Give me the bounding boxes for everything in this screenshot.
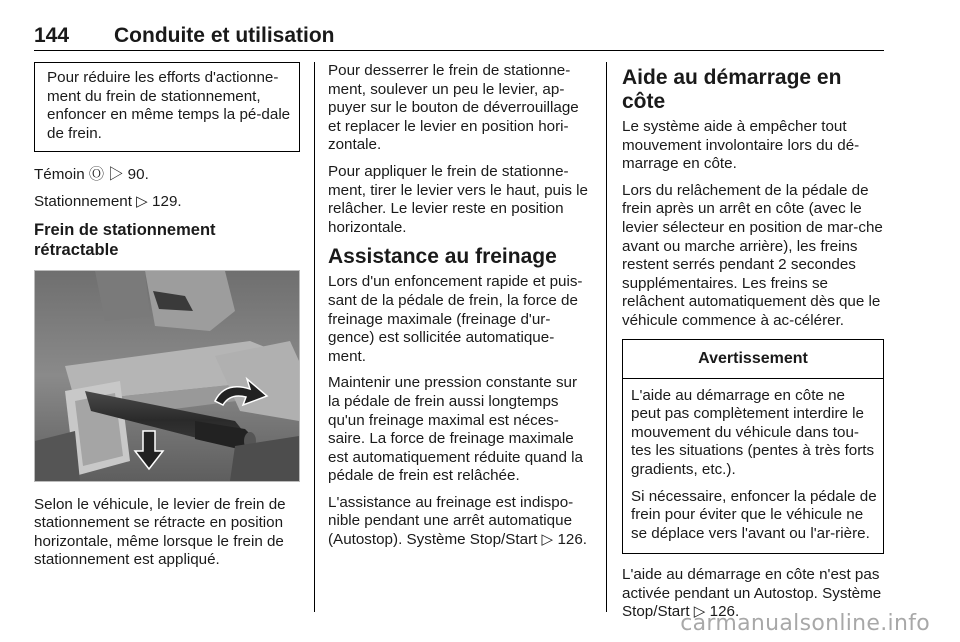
column-1 xyxy=(34,62,300,578)
warning-p1: L'aide au démarrage en côte ne peut pas complètement interdire le mouvement du véhicule dans tou-tes les situations (pentes à très forts gradients, etc.). xyxy=(631,386,875,478)
watermark: carmanualsonline.info xyxy=(680,611,930,636)
brake-assist-p3: L'assistance au freinage est indispo-nible pendant une arrêt automatique (Autostop). Système Stop/Start ▷ 126. xyxy=(328,493,588,549)
page-header xyxy=(34,24,335,48)
column-divider xyxy=(606,62,607,612)
warning-body xyxy=(623,379,883,554)
header-rule xyxy=(34,50,884,51)
note-box xyxy=(34,62,300,152)
ref-temoin[interactable]: Témoin Ⓞ ▷ 90. xyxy=(34,166,149,184)
page-number: 144 xyxy=(34,24,70,47)
column-3 xyxy=(622,62,884,630)
section-heading-brake-assist: Assistance au freinage xyxy=(328,245,557,269)
page-title: Conduite et utilisation xyxy=(114,24,335,47)
brake-assist-p1: Lors d'un enfoncement rapide et puis-sant de la pédale de frein, la force de freinage maximale (freinage d'ur-gence) est sollicitée automatique-ment. xyxy=(328,273,583,365)
warning-p2: Si nécessaire, enfoncer la pédale de frein pour éviter que le véhicule ne se déplace vers l'avant ou l'ar-rière. xyxy=(631,487,877,542)
release-instructions: Pour desserrer le frein de stationne-ment, soulever un peu le levier, ap-puyer sur le bouton de déverrouillage et replacer le levier en position hori-zontale. xyxy=(328,62,579,154)
subheading: Frein de stationnement rétractable xyxy=(34,220,216,259)
warning-box xyxy=(622,339,884,555)
warning-title: Avertissement xyxy=(623,340,883,379)
hill-start-p3: L'aide au démarrage en côte n'est pas activée pendant un Autostop. Système Stop/Start ▷ 126. xyxy=(622,566,882,621)
note-text: Pour réduire les efforts d'actionne-ment du frein de stationnement, enfoncer en même temps la pé-dale de frein. xyxy=(47,69,291,142)
column-2 xyxy=(328,62,590,558)
section-heading-hill-start: Aide au démarrage en côte xyxy=(622,66,842,113)
retractable-description: Selon le véhicule, le levier de frein de stationnement se rétracte en position horizontale, même lorsque le frein de stationnement est appliqué. xyxy=(34,495,286,569)
parking-brake-lever-photo xyxy=(34,270,300,482)
hill-start-p1: Le système aide à empêcher tout mouvement involontaire lors du dé-marrage en côte. xyxy=(622,118,860,173)
hill-start-p2: Lors du relâchement de la pédale de frein après un arrêt en côte (avec le levier sélecteur en position de mar-che avant ou marche arrière), les freins restent serrés pendant 2 secondes supplémentaires. Les freins se relâchent automatiquement dès que le véhicule commence à ac-célérer. xyxy=(622,181,883,329)
column-divider xyxy=(314,62,315,612)
brake-assist-p2: Maintenir une pression constante sur la pédale de frein aussi longtemps qu'un freinage maximal est néces-saire. La force de freinage maximale est automatiquement réduite quand la pédale de frein est relâchée. xyxy=(328,374,583,485)
ref-stationnement[interactable]: Stationnement ▷ 129. xyxy=(34,192,182,210)
apply-instructions: Pour appliquer le frein de stationne-ment, tirer le levier vers le haut, puis le relâcher. Le levier reste en position horizontale. xyxy=(328,162,588,236)
